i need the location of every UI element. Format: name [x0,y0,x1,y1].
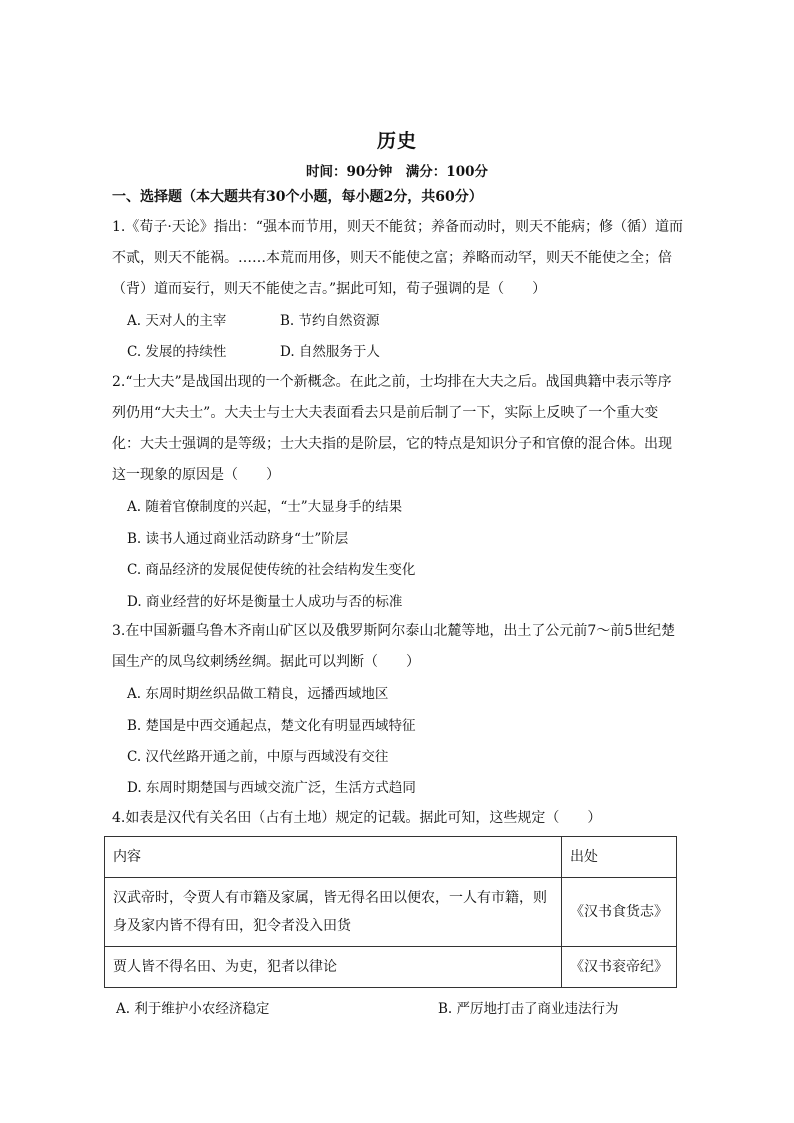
question-3-option-b: B. 楚国是中西交通起点，楚文化有明显西域特征 [127,718,416,734]
table-row [105,947,677,988]
question-1-option-b: B. 节约自然资源 [280,313,380,329]
table-cell-content: 贾人皆不得名田、为吏，犯者以律论 [105,947,562,988]
table-header-source: 出处 [562,837,677,878]
question-1-option-d: D. 自然服务于人 [280,344,380,360]
question-3-option-c: C. 汉代丝路开通之前，中原与西域没有交往 [127,749,389,765]
table-cell-source: 《汉书食货志》 [562,878,677,947]
question-4-stem: 4.如表是汉代有关名田（占有土地）规定的记载。据此可知，这些规定（ ） [112,810,602,826]
question-4-table [104,836,677,988]
question-1-option-c: C. 发展的持续性 [127,344,227,360]
question-2-option-b: B. 读书人通过商业活动跻身“士”阶层 [127,531,349,547]
question-3-option-a: A. 东周时期丝织品做工精良，远播西域地区 [127,686,389,702]
question-3-option-d: D. 东周时期楚国与西域交流广泛，生活方式趋同 [127,780,416,796]
exam-info: 时间：90分钟 满分：100分 [306,164,488,180]
section-heading: 一、选择题（本大题共有30个小题，每小题2分，共60分） [112,189,483,205]
table-header-content: 内容 [105,837,562,878]
question-2-stem: 2.“士大夫”是战国出现的一个新概念。在此之前，士均排在大夫之后。战国典籍中表示等序列仍用“大夫士”。大夫士与士大夫表面看去只是前后制了一下，实际上反映了一个重大变化：大夫士强调的是等级；士大夫指的是阶层，它的特点是知识分子和官僚的混合体。出现这一现象的原因是（ ） [112,374,672,483]
page-title: 历史 [376,130,417,152]
question-4-option-b: B. 严厉地打击了商业违法行为 [438,1001,619,1017]
question-4-option-a: A. 利于维护小农经济稳定 [116,1001,270,1017]
question-1-stem: 1.《荀子·天论》指出：“强本而节用，则天不能贫；养备而动时，则天不能病；修（循）道而不贰，则天不能祸。……本荒而用侈，则天不能使之富；养略而动罕，则天不能使之全；倍（背）道而妄行，则天不能使之吉。”据此可知，荀子强调的是（ ） [112,219,683,297]
table-cell-content: 汉武帝时，令贾人有市籍及家属，皆无得名田以便农，一人有市籍，则身及家内皆不得有田，犯令者没入田货 [105,878,562,947]
table-header-row [105,837,677,878]
question-3-stem: 3.在中国新疆乌鲁木齐南山矿区以及俄罗斯阿尔泰山北麓等地，出土了公元前7～前5世纪楚国生产的凤鸟纹刺绣丝绸。据此可以判断（ ） [112,623,676,670]
table-cell-source: 《汉书衮帝纪》 [562,947,677,988]
question-2-option-a: A. 随着官僚制度的兴起，“士”大显身手的结果 [127,499,403,515]
table-row [105,878,677,947]
question-2-option-d: D. 商业经营的好坏是衡量士人成功与否的标准 [127,594,403,610]
question-1-option-a: A. 天对人的主宰 [127,313,227,329]
question-2-option-c: C. 商品经济的发展促使传统的社会结构发生变化 [127,562,416,578]
